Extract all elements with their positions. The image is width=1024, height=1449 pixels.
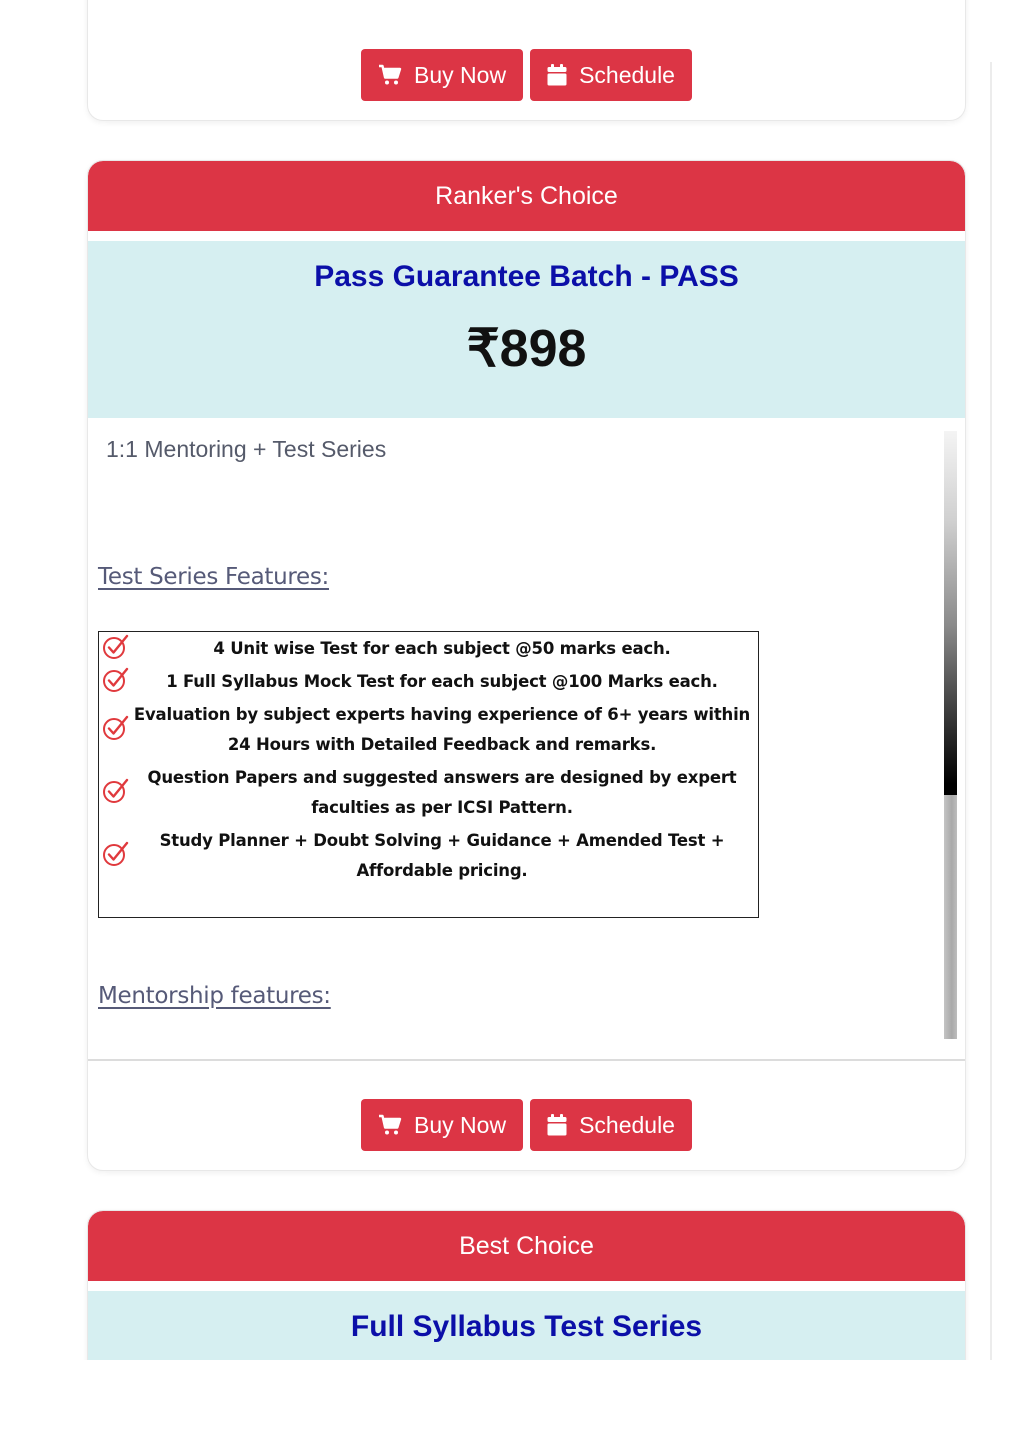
page-scrollbar[interactable]: [990, 62, 992, 1360]
test-series-heading: Test Series Features:: [98, 564, 329, 590]
check-circle-icon: [101, 714, 129, 747]
check-circle-icon: [101, 777, 129, 810]
plan-description-scroll[interactable]: [88, 418, 965, 1058]
button-row: [88, 49, 965, 101]
feature-text: Evaluation by subject experts having experience of 6+ years within 24 Hours with Detailed Feedback and remarks.: [133, 705, 751, 754]
feature-row: [99, 634, 758, 664]
description-scrollbar-thumb[interactable]: [944, 795, 957, 1039]
price-block: [88, 241, 965, 418]
plan-price: ₹898: [466, 320, 587, 378]
plan-title: Pass Guarantee Batch - PASS: [314, 260, 739, 293]
plan-card-previous: [87, 0, 966, 121]
plan-card-best-choice: [87, 1210, 966, 1360]
card-ribbon: Ranker's Choice: [88, 161, 965, 231]
feature-text: Question Papers and suggested answers are designed by expert faculties as per ICSI Pattern.: [147, 768, 737, 817]
check-circle-icon: [101, 633, 129, 666]
feature-row: [99, 700, 758, 760]
card-ribbon: Best Choice: [88, 1211, 965, 1281]
cart-icon: [378, 1114, 402, 1136]
feature-row: [99, 826, 758, 886]
buy-now-label: Buy Now: [414, 1111, 507, 1138]
check-circle-icon: [101, 666, 129, 699]
schedule-label: Schedule: [579, 1111, 675, 1138]
schedule-button[interactable]: [530, 1099, 692, 1151]
price-block: [88, 1291, 965, 1360]
check-circle-icon: [101, 840, 129, 873]
schedule-label: Schedule: [579, 61, 675, 88]
buy-now-button[interactable]: [361, 1099, 523, 1151]
calendar-icon: [547, 64, 567, 86]
button-row: [88, 1099, 965, 1151]
plan-title: Full Syllabus Test Series: [350, 1310, 703, 1343]
feature-text: Study Planner + Doubt Solving + Guidance + Amended Test + Affordable pricing.: [159, 831, 725, 880]
feature-row: [99, 763, 758, 823]
buy-now-label: Buy Now: [414, 61, 507, 88]
feature-row: [99, 667, 758, 697]
plan-card-rankers-choice: [87, 160, 966, 1171]
card-divider: [88, 1059, 965, 1061]
features-table: [98, 631, 759, 918]
schedule-button[interactable]: [530, 49, 692, 101]
feature-text: 1 Full Syllabus Mock Test for each subject @100 Marks each.: [166, 672, 718, 691]
buy-now-button[interactable]: [361, 49, 523, 101]
plan-subtitle: 1:1 Mentoring + Test Series: [106, 436, 387, 462]
mentorship-heading: Mentorship features:: [98, 983, 331, 1009]
cart-icon: [378, 64, 402, 86]
feature-text: 4 Unit wise Test for each subject @50 marks each.: [213, 639, 671, 658]
calendar-icon: [547, 1114, 567, 1136]
